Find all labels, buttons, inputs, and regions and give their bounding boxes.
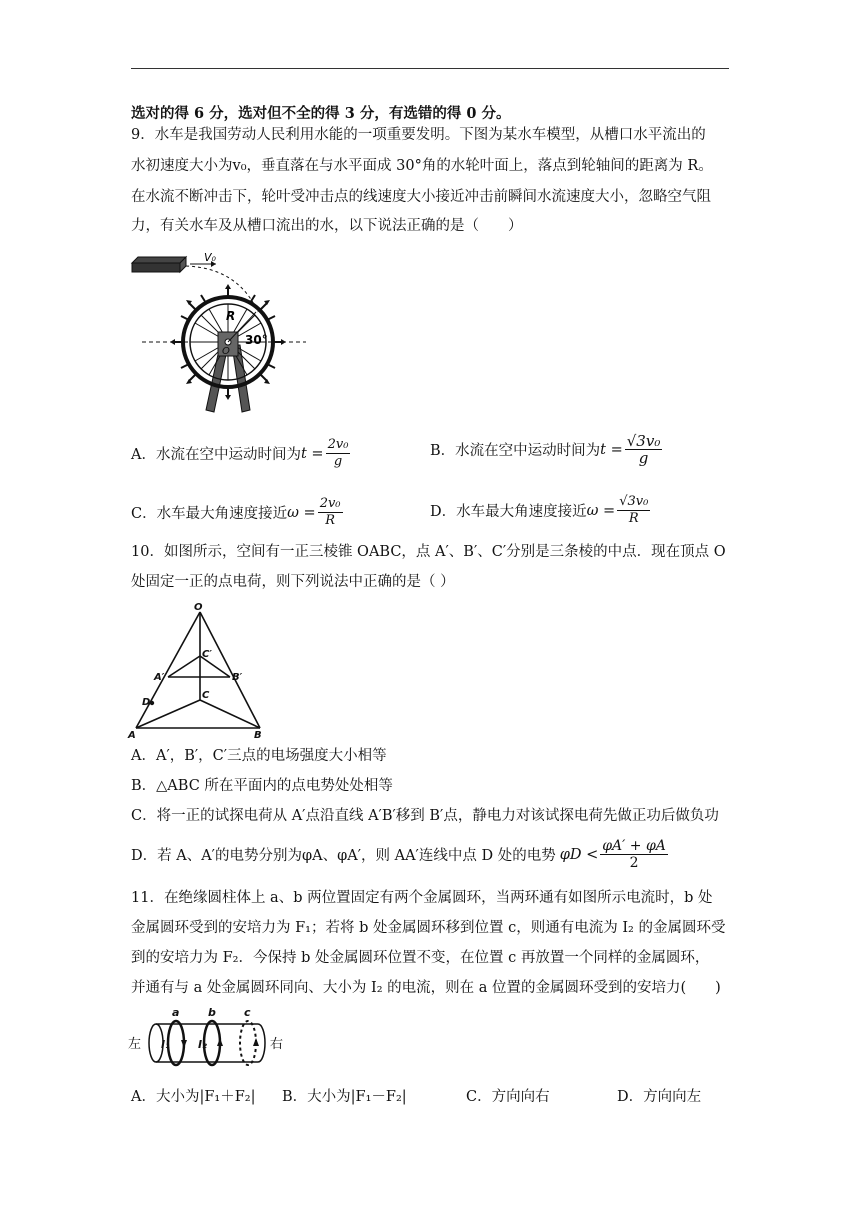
q9-line-2: 水初速度大小为v₀，垂直落在与水平面成 30°角的水轮叶面上，落点到轮轴间的距离为 R。 bbox=[131, 158, 713, 174]
axle-label: O bbox=[222, 346, 230, 357]
vertex-o-label: O bbox=[194, 602, 203, 613]
q11-line-1: 11．在绝缘圆柱体上 a、b 两位置固定有两个金属圆环，当两环通有如图所示电流时，b 处 bbox=[131, 890, 713, 906]
left-label: 左 bbox=[128, 1037, 142, 1052]
scoring-note: 选对的得 6 分，选对但不全的得 3 分，有选错的得 0 分。 bbox=[131, 105, 511, 122]
cylinder-rings-figure bbox=[128, 1002, 293, 1077]
waterwheel-figure bbox=[128, 250, 318, 420]
position-a-label: a bbox=[172, 1006, 180, 1019]
tetrahedron-figure bbox=[128, 600, 273, 740]
q11-line-4: 并通有与 a 处金属圆环同向、大小为 I₂ 的电流，则在 a 位置的金属圆环受到的安培力( ) bbox=[131, 980, 721, 996]
q10-option-d[interactable]: D．若 A、A′的电势分别为φA、φA′，则 AA′连线中点 D 处的电势 φD < $\frac{\varphi A' + \varphi A}{2}$ bbox=[131, 838, 666, 871]
radius-label: R bbox=[226, 309, 236, 323]
current-i1-label: I₁ bbox=[161, 1038, 170, 1051]
q10-line-2: 处固定一正的点电荷，则下列说法中正确的是（ ） bbox=[131, 574, 455, 590]
v0-label: V₀ bbox=[204, 251, 216, 264]
q11-line-3: 到的安培力为 F₂．今保持 b 处金属圆环位置不变，在位置 c 再放置一个同样的金属圆环， bbox=[131, 950, 710, 966]
position-b-label: b bbox=[208, 1006, 216, 1019]
vertex-a-label: A bbox=[128, 730, 136, 741]
q9-line-3: 在水流不断冲击下，轮叶受冲击点的线速度大小接近冲击前瞬间水流速度大小，忽略空气阻 bbox=[131, 189, 711, 205]
fraction: $\frac{\text{√3v₀}}{g}$ bbox=[626, 432, 661, 467]
fraction: $\frac{\varphi A' + \varphi A}{2}$ bbox=[602, 838, 666, 871]
q10-option-b[interactable]: B．△ABC 所在平面内的点电势处处相等 bbox=[131, 778, 393, 794]
q10-option-a[interactable]: A．A′，B′，C′三点的电场强度大小相等 bbox=[131, 748, 387, 764]
point-d-label: D bbox=[142, 697, 151, 708]
q11-option-d[interactable]: D．方向向左 bbox=[617, 1089, 702, 1105]
vertex-b-label: B bbox=[254, 730, 262, 741]
q11-option-a[interactable]: A．大小为|F₁＋F₂| bbox=[131, 1089, 256, 1105]
q11-option-c[interactable]: C．方向向右 bbox=[466, 1089, 550, 1105]
q9-option-c[interactable]: C．水车最大角速度接近 ω = $\frac{\text{2v₀}}{R}$ bbox=[131, 496, 341, 528]
right-label: 右 bbox=[270, 1037, 284, 1052]
midpoint-b-label: B′ bbox=[232, 672, 243, 683]
fraction: $\frac{\text{2v₀}}{R}$ bbox=[319, 496, 341, 528]
current-i2-label: I₂ bbox=[198, 1038, 207, 1051]
q11-option-b[interactable]: B．大小为|F₁－F₂| bbox=[282, 1089, 407, 1105]
header-rule bbox=[131, 68, 729, 69]
q10-line-1: 10．如图所示，空间有一正三棱锥 OABC，点 A′、B′、C′分别是三条棱的中点．现在顶点 O bbox=[131, 544, 726, 560]
q11-line-2: 金属圆环受到的安培力为 F₁；若将 b 处金属圆环移到位置 c，则通有电流为 I₂ 的金属圆环受 bbox=[131, 920, 726, 936]
q9-line-1: 9．水车是我国劳动人民利用水能的一项重要发明。下图为某水车模型，从槽口水平流出的 bbox=[131, 127, 706, 143]
q9-option-a[interactable]: A．水流在空中运动时间为 t = $\frac{\text{2v₀}}{g}$ bbox=[131, 437, 349, 469]
midpoint-c-label: C′ bbox=[202, 649, 212, 660]
midpoint-a-label: A′ bbox=[154, 672, 165, 683]
vertex-c-label: C bbox=[202, 690, 210, 701]
fraction: $\frac{\text{2v₀}}{g}$ bbox=[327, 437, 349, 469]
q9-option-d[interactable]: D．水车最大角速度接近 ω = $\frac{\text{√3v₀}}{R}$ bbox=[430, 494, 649, 526]
position-c-label: c bbox=[244, 1006, 251, 1019]
angle-label: 30° bbox=[245, 333, 268, 347]
fraction: $\frac{\text{√3v₀}}{R}$ bbox=[619, 494, 649, 526]
q9-option-b[interactable]: B．水流在空中运动时间为 t = $\frac{\text{√3v₀}}{g}$ bbox=[430, 432, 661, 467]
q9-line-4: 力，有关水车及从槽口流出的水，以下说法正确的是（ ） bbox=[131, 218, 523, 234]
q10-option-c[interactable]: C．将一正的试探电荷从 A′点沿直线 A′B′移到 B′点，静电力对该试探电荷先做正功后做负功 bbox=[131, 808, 719, 824]
